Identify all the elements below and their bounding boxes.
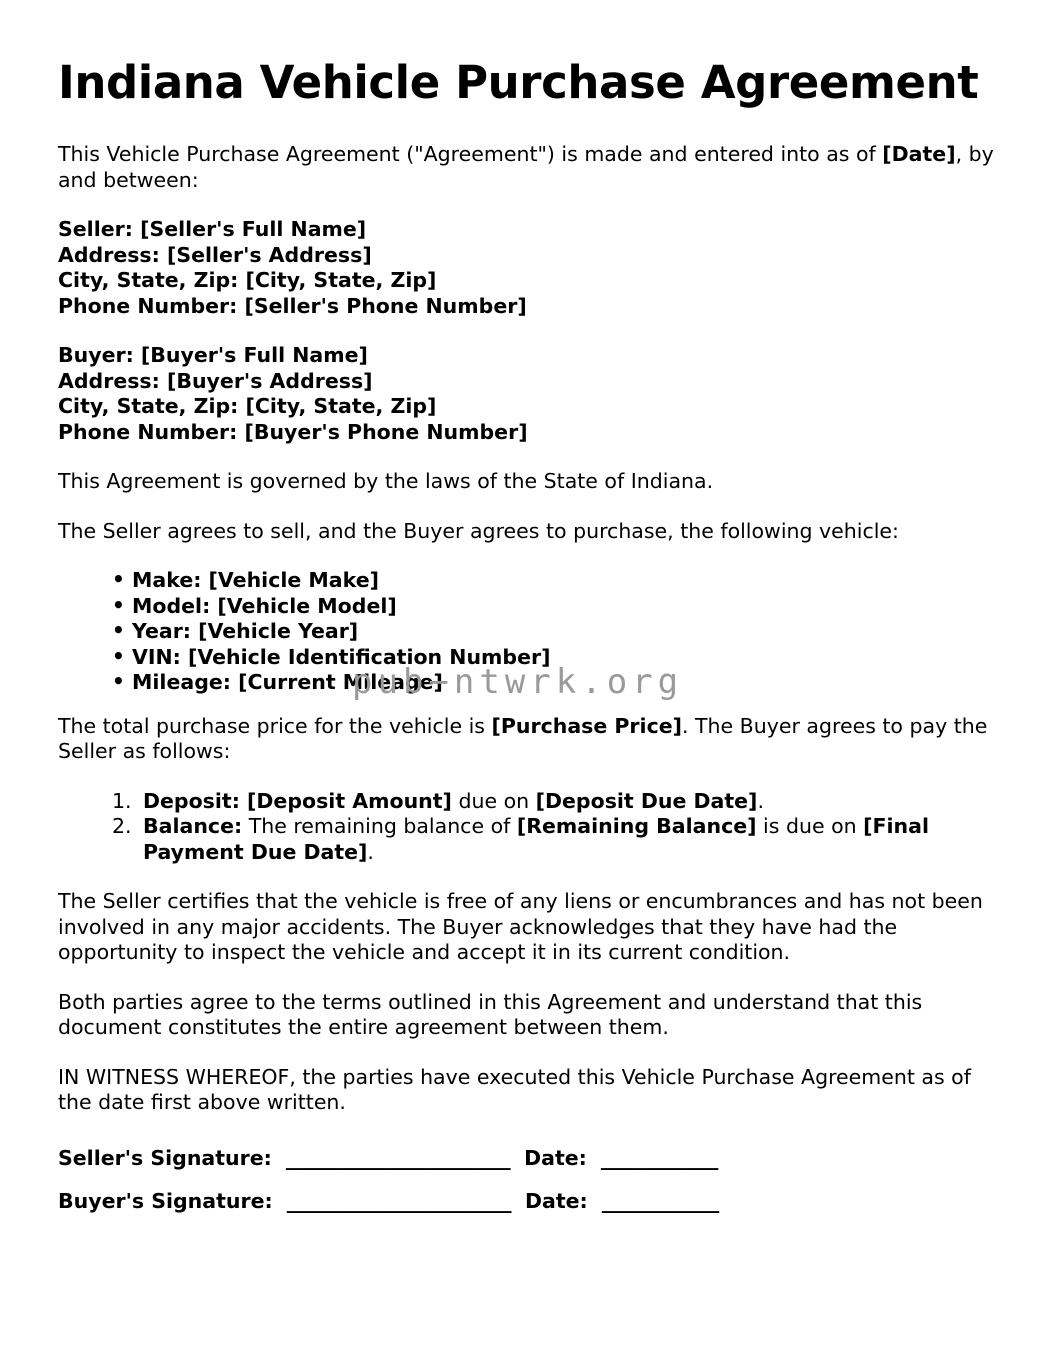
vehicle-details-list (58, 568, 998, 696)
purchase-price-paragraph (58, 714, 998, 765)
buyer-signature-row (58, 1189, 998, 1215)
governing-law-paragraph: This Agreement is governed by the laws of the State of Indiana. (58, 469, 714, 494)
price-text-after: . The Buyer agrees to pay the Seller as follows: (58, 713, 988, 764)
list-item: • Model: [Vehicle Model] (112, 594, 998, 620)
deposit-due-date-placeholder: [Deposit Due Date] (535, 788, 758, 813)
intro-text-before: This Vehicle Purchase Agreement ("Agreement") is made and entered into as of (58, 142, 883, 167)
buyer-details-block (58, 343, 998, 445)
list-item (112, 814, 998, 865)
seller-date-label: Date: (524, 1145, 587, 1170)
vehicle-intro-paragraph: The Seller agrees to sell, and the Buyer agrees to purchase, the following vehicle: (58, 518, 899, 543)
buyer-signature-line[interactable]: _______________________ (286, 1189, 511, 1214)
intro-paragraph (58, 142, 998, 193)
buyer-date-line[interactable]: ____________ (601, 1189, 719, 1214)
page-title: Indiana Vehicle Purchase Agreement (58, 56, 979, 109)
balance-final-end-text: . (367, 839, 374, 864)
deposit-end-text: . (757, 788, 764, 813)
seller-date-line[interactable]: ____________ (600, 1145, 718, 1170)
seller-address-line: Address: [Seller's Address] (58, 242, 372, 267)
watermark: pub−ntwrk.org (352, 662, 684, 702)
list-item: • Year: [Vehicle Year] (112, 619, 998, 645)
seller-phone-line: Phone Number: [Seller's Phone Number] (58, 293, 527, 318)
deposit-amount-placeholder: [Deposit Amount] (239, 788, 452, 813)
list-item (112, 789, 998, 815)
buyer-phone-line: Phone Number: [Buyer's Phone Number] (58, 419, 528, 444)
buyer-address-line: Address: [Buyer's Address] (58, 368, 373, 393)
price-text-before: The total purchase price for the vehicle is (58, 713, 492, 738)
seller-signature-label: Seller's Signature: (58, 1145, 272, 1170)
deposit-label: Deposit: (143, 788, 240, 813)
buyer-date-label: Date: (524, 1189, 588, 1214)
remaining-balance-placeholder: [Remaining Balance] (516, 814, 757, 839)
date-placeholder: [Date] (882, 142, 956, 167)
seller-name-line: Seller: [Seller's Full Name] (58, 217, 367, 242)
balance-middle-text: The remaining balance of (242, 814, 517, 839)
buyer-signature-label: Buyer's Signature: (58, 1189, 273, 1214)
list-item: • Make: [Vehicle Make] (112, 568, 998, 594)
seller-signature-line[interactable]: _______________________ (285, 1145, 511, 1170)
signature-block (58, 1146, 998, 1215)
payment-terms-list (58, 789, 998, 866)
list-item: • Mileage: [Current Mileage] (112, 670, 998, 696)
seller-details-block (58, 217, 998, 319)
balance-label: Balance: (143, 814, 243, 839)
deposit-middle-text: due on (451, 788, 536, 813)
intro-text-after: , by and between: (58, 142, 994, 192)
agreement-clause-paragraph: Both parties agree to the terms outlined in this Agreement and understand that this document constitutes the entire agreement between them. (58, 989, 923, 1040)
final-payment-due-date-placeholder: [Final Payment Due Date] (143, 814, 929, 864)
buyer-name-line: Buyer: [Buyer's Full Name] (58, 343, 368, 368)
seller-city-state-zip-line: City, State, Zip: [City, State, Zip] (58, 268, 437, 293)
list-item: • VIN: [Vehicle Identification Number] (112, 645, 998, 671)
witness-clause-paragraph: IN WITNESS WHEREOF, the parties have executed this Vehicle Purchase Agreement as of the date first above written. (58, 1064, 971, 1115)
buyer-city-state-zip-line: City, State, Zip: [City, State, Zip] (58, 394, 437, 419)
seller-signature-row (58, 1146, 998, 1172)
balance-end-text: is due on (756, 814, 864, 839)
certification-paragraph: The Seller certifies that the vehicle is free of any liens or encumbrances and has not been involved in any major accidents. The Buyer acknowledges that they have had the opportunity to inspect the vehicle and accept it in its current condition. (58, 889, 983, 965)
purchase-price-placeholder: [Purchase Price] (491, 713, 682, 738)
